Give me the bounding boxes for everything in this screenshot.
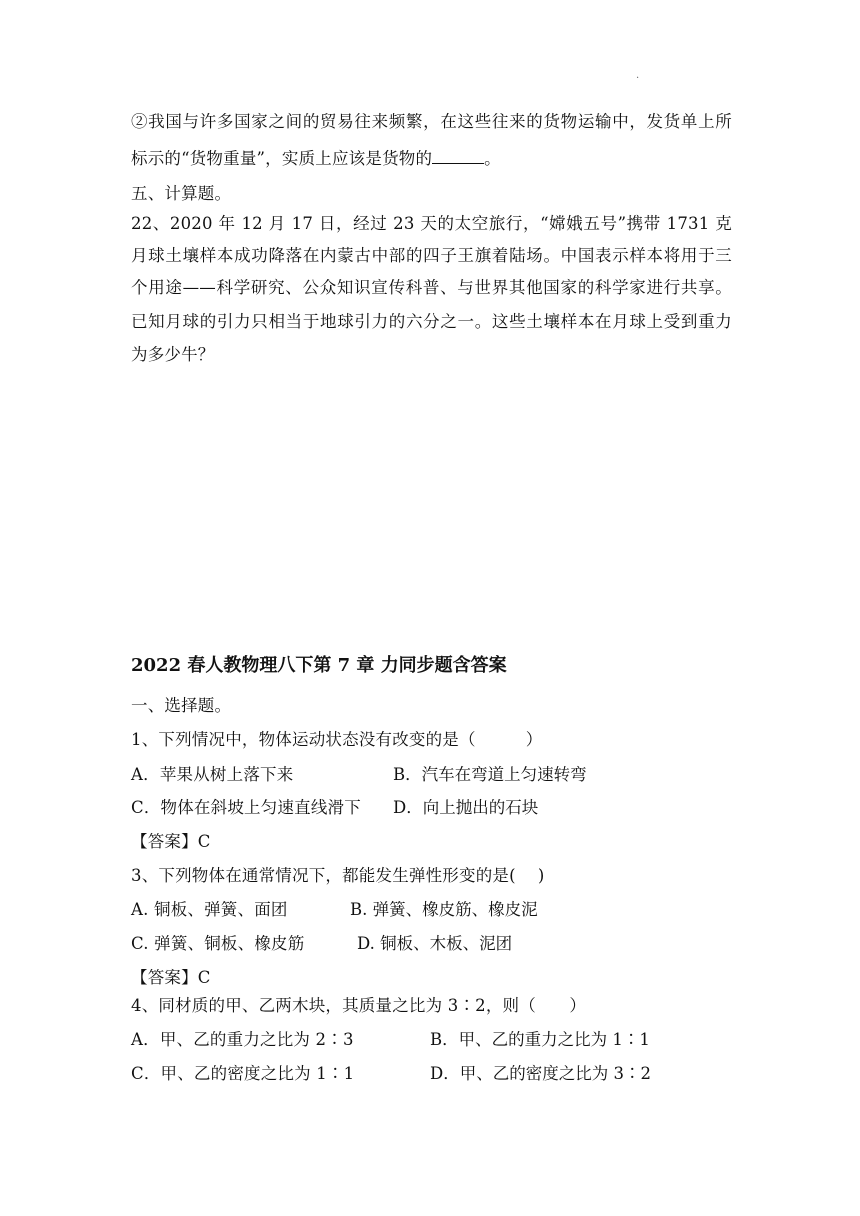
section-5-heading: 五、计算题。: [131, 184, 232, 203]
q2-line2: [131, 145, 501, 169]
q3-stem: 3、下列物体在通常情况下，都能发生弹性形变的是( ): [131, 866, 545, 885]
q2-line1: ②我国与许多国家之间的贸易往来频繁，在这些往来的货物运输中，发货单上所: [131, 112, 732, 131]
answer-blank: [432, 149, 484, 164]
q4-option-a: A．甲、乙的重力之比为 2∶3: [131, 1030, 354, 1049]
q22-line5: 为多少牛？: [131, 345, 215, 364]
q3-option-b: B. 弹簧、橡皮筋、橡皮泥: [350, 900, 538, 919]
q2-line2-text: 标示的“货物重量”，实质上应该是货物的: [131, 149, 433, 168]
q22-line1: 22、2020 年 12 月 17 日，经过 23 天的太空旅行，“嫦娥五号”携带 1731 克: [131, 214, 732, 233]
q1-option-b: B．汽车在弯道上匀速转弯: [393, 765, 587, 784]
q1-stem: 1、下列情况中，物体运动状态没有改变的是（ ）: [131, 730, 543, 749]
q3-option-a: A. 铜板、弹簧、面团: [131, 900, 288, 919]
section-1-heading: 一、选择题。: [131, 696, 232, 715]
q4-option-d: D．甲、乙的密度之比为 3∶2: [430, 1064, 651, 1083]
q2-line2-end: 。: [484, 149, 501, 168]
header-mark: .: [636, 70, 640, 81]
q4-option-c: C．甲、乙的密度之比为 1∶1: [131, 1064, 355, 1083]
q4-option-b: B．甲、乙的重力之比为 1∶1: [430, 1030, 650, 1049]
q3-answer: 【答案】C: [131, 968, 211, 987]
q4-stem: 4、同材质的甲、乙两木块，其质量之比为 3∶2，则（ ）: [131, 996, 587, 1015]
q1-option-c: C．物体在斜坡上匀速直线滑下: [131, 798, 361, 817]
chapter-title: 2022 春人教物理八下第 7 章 力同步题含答案: [131, 655, 507, 676]
q22-line4: 已知月球的引力只相当于地球引力的六分之一。这些土壤样本在月球上受到重力: [131, 312, 732, 331]
q22-line3: 个用途——科学研究、公众知识宣传科普、与世界其他国家的科学家进行共享。: [131, 278, 732, 297]
q3-option-c: C. 弹簧、铜板、橡皮筋: [131, 934, 305, 953]
q3-option-d: D. 铜板、木板、泥团: [357, 934, 513, 953]
q22-line2: 月球土壤样本成功降落在内蒙古中部的四子王旗着陆场。中国表示样本将用于三: [131, 246, 732, 265]
q1-answer: 【答案】C: [131, 832, 211, 851]
q1-option-d: D．向上抛出的石块: [393, 798, 539, 817]
q1-option-a: A．苹果从树上落下来: [131, 765, 294, 784]
